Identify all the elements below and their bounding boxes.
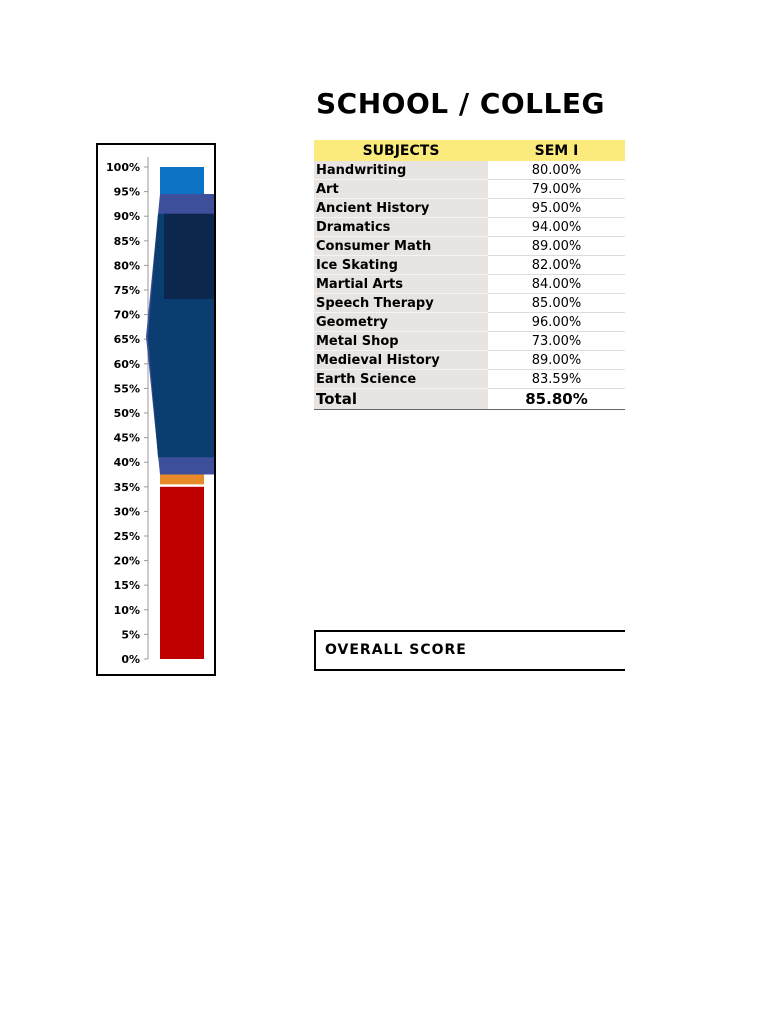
y-tick-label: 55%: [113, 382, 140, 396]
table-row: [314, 161, 625, 180]
bar-segment-blue: [160, 167, 204, 197]
y-tick-label: 45%: [113, 431, 140, 445]
total-value: 85.80%: [488, 389, 625, 410]
sem1-header: SEM I: [488, 140, 625, 161]
y-tick-label: 35%: [113, 480, 140, 494]
table-row: [314, 256, 625, 275]
y-tick-label: 15%: [113, 579, 140, 593]
subject-score: 79.00%: [488, 180, 625, 199]
table-row: [314, 218, 625, 237]
y-tick-label: 50%: [113, 407, 140, 420]
y-tick-label: 60%: [113, 357, 140, 371]
bar-segment-orange: [160, 475, 204, 485]
subject-score: 84.00%: [488, 275, 625, 294]
subject-score: 73.00%: [488, 332, 625, 351]
score-chart: [96, 143, 216, 676]
table-row: [314, 180, 625, 199]
y-tick-label: 10%: [113, 603, 140, 617]
subject-name: Martial Arts: [314, 275, 488, 294]
subject-name: Medieval History: [314, 351, 488, 370]
table-row: [314, 313, 625, 332]
y-tick-label: 0%: [121, 653, 140, 666]
y-tick-label: 40%: [113, 456, 140, 470]
y-tick-label: 90%: [113, 210, 140, 224]
subject-score: 85.00%: [488, 294, 625, 313]
subject-score: 96.00%: [488, 313, 625, 332]
subject-score: 95.00%: [488, 199, 625, 218]
table-header-row: [314, 140, 625, 161]
overall-score-label: OVERALL SCORE: [325, 642, 467, 658]
subject-score: 82.00%: [488, 256, 625, 275]
subject-name: Consumer Math: [314, 237, 488, 256]
grades-table: [314, 140, 625, 410]
y-tick-label: 65%: [113, 333, 140, 347]
table-row: [314, 237, 625, 256]
subject-score: 80.00%: [488, 161, 625, 180]
table-row: [314, 275, 625, 294]
subjects-header: SUBJECTS: [314, 140, 488, 161]
subject-score: 94.00%: [488, 218, 625, 237]
page-title: SCHOOL / COLLEG: [316, 87, 605, 120]
subject-name: Geometry: [314, 313, 488, 332]
y-tick-label: 95%: [113, 185, 140, 199]
y-tick-label: 100%: [106, 161, 140, 174]
subject-name: Ice Skating: [314, 256, 488, 275]
y-tick-label: 20%: [113, 554, 140, 568]
total-label: Total: [314, 389, 488, 410]
y-tick-label: 5%: [121, 628, 140, 642]
total-row: [314, 389, 625, 410]
subject-name: Metal Shop: [314, 332, 488, 351]
subject-name: Earth Science: [314, 370, 488, 389]
subject-score: 89.00%: [488, 351, 625, 370]
subject-score: 83.59%: [488, 370, 625, 389]
table-row: [314, 294, 625, 313]
subject-name: Ancient History: [314, 199, 488, 218]
score-gauge-svg: [98, 145, 214, 674]
subject-name: Handwriting: [314, 161, 488, 180]
subject-name: Speech Therapy: [314, 294, 488, 313]
y-tick-label: 70%: [113, 308, 140, 322]
pointer-shade: [164, 214, 214, 299]
subject-score: 89.00%: [488, 237, 625, 256]
y-tick-label: 80%: [113, 259, 140, 273]
subject-name: Art: [314, 180, 488, 199]
table-row: [314, 370, 625, 389]
subject-name: Dramatics: [314, 218, 488, 237]
table-row: [314, 199, 625, 218]
y-tick-label: 75%: [113, 284, 140, 297]
y-tick-label: 30%: [113, 505, 140, 519]
table-row: [314, 351, 625, 370]
overall-score-box: [314, 630, 625, 671]
y-tick-label: 25%: [113, 530, 140, 543]
table-row: [314, 332, 625, 351]
bar-segment-red: [160, 487, 204, 659]
y-tick-label: 85%: [113, 234, 140, 248]
